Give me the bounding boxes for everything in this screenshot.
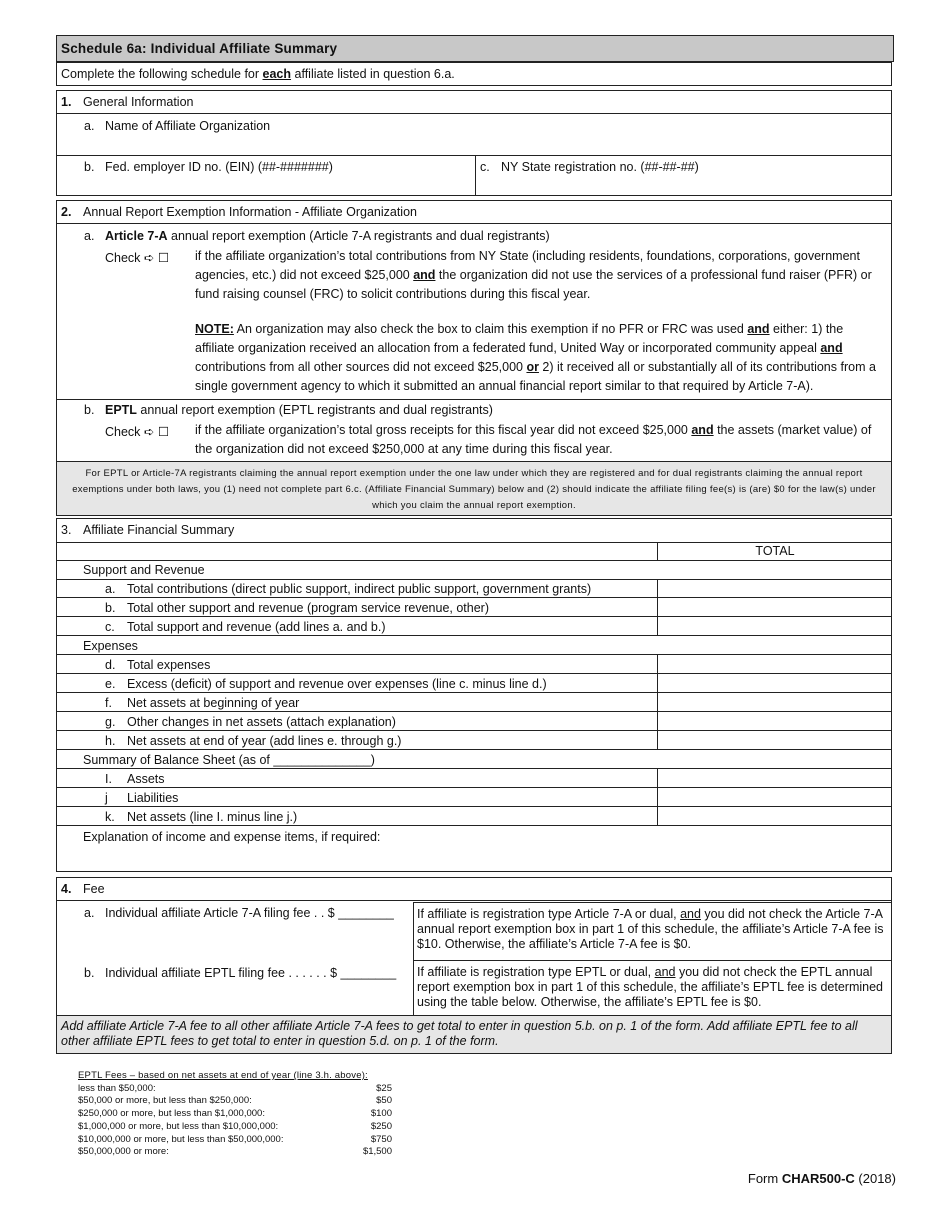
fin-line-a-label: Total contributions (direct public support, indirect public support, government grants) — [127, 582, 592, 596]
section-annual-report-exemption — [56, 200, 892, 516]
total-column-header: TOTAL — [755, 544, 795, 558]
ny-registration-field[interactable] — [501, 176, 881, 192]
fin-line-k-total[interactable] — [658, 807, 891, 825]
balance-sheet-heading: Summary of Balance Sheet (as of ______________) — [83, 753, 375, 767]
fin-line-d-total[interactable] — [658, 655, 891, 673]
fee-total-note: Add affiliate Article 7-A fee to all other affiliate Article 7-A fees to get total to enter in question 5.b. on p. 1 of the form. Add affiliate EPTL fee to all other affiliate EPTL fees to get total to enter in question 5.d. on p. 1 of the form. — [61, 1019, 858, 1048]
fin-line-f-label: Net assets at beginning of year — [127, 696, 300, 710]
support-revenue-heading: Support and Revenue — [83, 563, 205, 577]
section-4-title: Fee — [83, 882, 105, 896]
section-general-information — [56, 90, 892, 196]
ein-field[interactable] — [105, 176, 465, 192]
field-c-letter: c. — [480, 160, 490, 174]
affiliate-name-field[interactable] — [297, 135, 883, 153]
exemption-b-letter: b. — [84, 403, 95, 417]
article-7a-exemption-label: Article 7-A annual report exemption (Article 7-A registrants and dual registrants) — [105, 229, 550, 243]
section-4-number: 4. — [61, 882, 72, 896]
eptl-checkbox[interactable]: Check ➪ ☐ — [105, 425, 170, 439]
fin-line-a-letter: a. — [105, 582, 116, 596]
section-3-number: 3. — [61, 523, 72, 537]
section-1-number: 1. — [61, 95, 72, 109]
fin-line-a-total[interactable] — [658, 579, 891, 597]
eptl-exemption-label: EPTL annual report exemption (EPTL registrants and dual registrants) — [105, 403, 493, 417]
section-fee — [56, 877, 892, 1054]
form-identifier: Form CHAR500-C (2018) — [747, 1171, 896, 1186]
exemption-a-letter: a. — [84, 229, 95, 243]
article-7a-checkbox[interactable]: Check ➪ ☐ — [105, 251, 170, 265]
ein-label: Fed. employer ID no. (EIN) (##-#######) — [105, 160, 333, 174]
eptl-fee-row: $50,000 or more, but less than $250,000: $50 — [78, 1095, 392, 1107]
field-a-letter: a. — [84, 119, 95, 133]
intro-text: Complete the following schedule for each affiliate listed in question 6.a. — [61, 67, 455, 81]
fin-line-b-label: Total other support and revenue (program service revenue, other) — [127, 601, 489, 615]
fin-line-i-label: Assets — [127, 772, 165, 786]
fin-line-b-total[interactable] — [658, 598, 891, 616]
schedule-title: Schedule 6a: Individual Affiliate Summary — [56, 35, 894, 62]
eptl-fee-field[interactable]: Individual affiliate EPTL filing fee . . . . . . $ ________ — [105, 966, 397, 980]
fee-total-note-box — [57, 1015, 891, 1053]
fin-line-k-letter: k. — [105, 810, 115, 824]
eptl-fees-heading: EPTL Fees – based on net assets at end of year (line 3.h. above): — [78, 1070, 368, 1081]
fin-line-g-total[interactable] — [658, 712, 891, 730]
explanation-field[interactable] — [83, 847, 883, 867]
fin-line-f-letter: f. — [105, 696, 112, 710]
fin-line-c-letter: c. — [105, 620, 115, 634]
fin-line-d-label: Total expenses — [127, 658, 211, 672]
section-2-title: Annual Report Exemption Information - Affiliate Organization — [83, 205, 417, 219]
fin-line-i-total[interactable] — [658, 769, 891, 787]
ny-registration-label: NY State registration no. (##-##-##) — [501, 160, 699, 174]
eptl-condition: if the affiliate organization’s total gross receipts for this fiscal year did not exceed $25,000 and the assets (market value) of the organization did not exceed $250,000 at any time during this fiscal year. — [195, 423, 872, 456]
section-3-title: Affiliate Financial Summary — [83, 523, 235, 537]
section-2-number: 2. — [61, 205, 72, 219]
section-1-title: General Information — [83, 95, 194, 109]
intro-box — [56, 62, 892, 86]
eptl-fees-table — [78, 1070, 392, 1159]
eptl-fee-row: $10,000,000 or more, but less than $50,000,000: $750 — [78, 1133, 392, 1145]
exemption-gray-note: For EPTL or Article-7A registrants claiming the annual report exemption under the one law under which they are registered and for dual registrants claiming the annual report exemptions under both laws, you (1) need not complete part 6.c. (Affiliate Financial Summary) below and (2) should indicate the affiliate filing fee(s) is (are) $0 for the law(s) under which you claim the annual report exemption. — [72, 468, 876, 511]
field-b-letter: b. — [84, 160, 95, 174]
article-7a-fee-info-box — [413, 902, 891, 961]
section-affiliate-financial-summary — [56, 518, 892, 872]
eptl-fee-info-box — [413, 960, 891, 1016]
fin-line-f-total[interactable] — [658, 693, 891, 711]
fin-line-d-letter: d. — [105, 658, 116, 672]
fin-line-i-letter: I. — [105, 772, 112, 786]
article-7a-fee-info: If affiliate is registration type Article 7-A or dual, and you did not check the Article 7-A annual report exemption box in part 1 of this schedule, the affiliate’s Article 7-A fee is $10. Otherwise, the affiliate’s Article 7-A fee is $0. — [417, 907, 884, 951]
article-7a-condition: if the affiliate organization’s total contributions from NY State (including residents, foundations, corporations, government agencies, etc.) did not exceed $25,000 and the organization did not use the services of a professional fund raiser (PFR) or fund raising counsel (FRC) to solicit contributions during this fiscal year. — [195, 249, 872, 301]
fin-line-k-label: Net assets (line I. minus line j.) — [127, 810, 298, 824]
eptl-fee-info: If affiliate is registration type EPTL or dual, and you did not check the EPTL annual report exemption box in part 1 of this schedule, the affiliate’s EPTL fee is determined using the table below. Otherwise, the affiliate’s EPTL fee is $0. — [417, 965, 884, 1009]
fin-line-g-label: Other changes in net assets (attach explanation) — [127, 715, 396, 729]
fin-line-e-letter: e. — [105, 677, 116, 691]
expenses-heading: Expenses — [83, 639, 138, 653]
affiliate-name-label: Name of Affiliate Organization — [105, 119, 271, 133]
article-7a-fee-field[interactable]: Individual affiliate Article 7-A filing fee . . $ ________ — [105, 906, 394, 920]
fin-line-h-total[interactable] — [658, 731, 891, 749]
eptl-fee-row: $250,000 or more, but less than $1,000,000: $100 — [78, 1108, 392, 1120]
fin-line-j-letter: j — [105, 791, 108, 805]
eptl-fee-row: $50,000,000 or more: $1,500 — [78, 1146, 392, 1158]
fee-b-letter: b. — [84, 966, 95, 980]
fee-a-letter: a. — [84, 906, 95, 920]
fin-line-c-total[interactable] — [658, 617, 891, 635]
fin-line-j-label: Liabilities — [127, 791, 179, 805]
eptl-fee-row: less than $50,000: $25 — [78, 1082, 392, 1094]
fin-line-c-label: Total support and revenue (add lines a. and b.) — [127, 620, 386, 634]
eptl-fee-row: $1,000,000 or more, but less than $10,000,000: $250 — [78, 1120, 392, 1132]
fin-line-h-letter: h. — [105, 734, 116, 748]
fin-line-e-total[interactable] — [658, 674, 891, 692]
fin-line-b-letter: b. — [105, 601, 116, 615]
article-7a-note: NOTE: An organization may also check the box to claim this exemption if no PFR or FRC was used and either: 1) the affiliate organization received an allocation from a federated fund, United Way or incorporated community appeal and contributions from all other sources did not exceed $25,000 or 2) it received all or substantially all of its contributions from a single government agency to which it submitted an annual financial report similar to that required by Article 7-A). — [195, 322, 876, 393]
explanation-label: Explanation of income and expense items, if required: — [83, 830, 381, 844]
fin-line-j-total[interactable] — [658, 788, 891, 806]
fin-line-g-letter: g. — [105, 715, 116, 729]
exemption-gray-note-box — [57, 461, 891, 515]
fin-line-h-label: Net assets at end of year (add lines e. through g.) — [127, 734, 402, 748]
fin-line-e-label: Excess (deficit) of support and revenue over expenses (line c. minus line d.) — [127, 677, 547, 691]
